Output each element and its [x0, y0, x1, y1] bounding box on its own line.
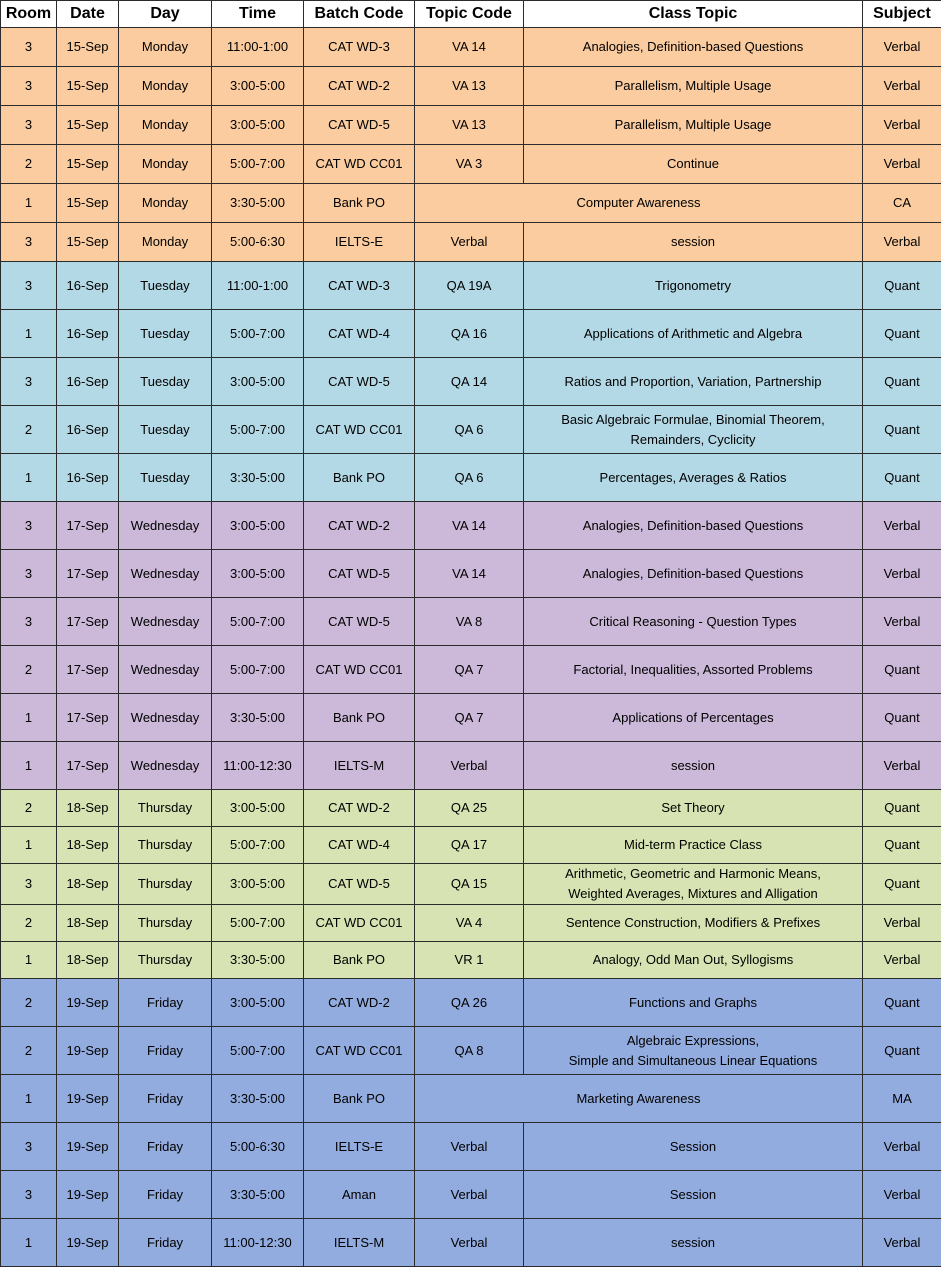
cell-subject: Quant [863, 310, 941, 358]
cell-room: 2 [1, 145, 57, 184]
cell-class-topic: Functions and Graphs [524, 979, 863, 1027]
cell-day: Wednesday [119, 598, 212, 646]
cell-room: 2 [1, 790, 57, 827]
cell-subject: Quant [863, 694, 941, 742]
cell-day: Monday [119, 223, 212, 262]
cell-batch-code: Bank PO [304, 184, 415, 223]
cell-time: 5:00-6:30 [212, 223, 304, 262]
cell-topic-code: Verbal [415, 1123, 524, 1171]
cell-time: 3:00-5:00 [212, 502, 304, 550]
cell-date: 16-Sep [57, 454, 119, 502]
cell-time: 5:00-7:00 [212, 598, 304, 646]
cell-time: 3:30-5:00 [212, 1075, 304, 1123]
cell-class-topic: Percentages, Averages & Ratios [524, 454, 863, 502]
cell-topic-code: QA 7 [415, 694, 524, 742]
cell-date: 18-Sep [57, 864, 119, 905]
cell-class-topic: Algebraic Expressions, Simple and Simultaneous Linear Equations [524, 1027, 863, 1075]
cell-room: 3 [1, 864, 57, 905]
cell-day: Tuesday [119, 262, 212, 310]
cell-room: 1 [1, 454, 57, 502]
cell-topic-code: QA 25 [415, 790, 524, 827]
cell-room: 1 [1, 1219, 57, 1267]
cell-room: 1 [1, 942, 57, 979]
cell-subject: Verbal [863, 942, 941, 979]
cell-room: 2 [1, 406, 57, 454]
cell-batch-code: IELTS-E [304, 1123, 415, 1171]
table-row [1, 406, 941, 454]
cell-date: 16-Sep [57, 358, 119, 406]
cell-topic-code: VA 13 [415, 67, 524, 106]
cell-class-topic: Computer Awareness [415, 184, 863, 223]
cell-time: 3:00-5:00 [212, 358, 304, 406]
cell-batch-code: CAT WD-2 [304, 790, 415, 827]
cell-room: 3 [1, 502, 57, 550]
cell-date: 15-Sep [57, 223, 119, 262]
header-row [1, 1, 941, 28]
cell-room: 1 [1, 310, 57, 358]
cell-date: 16-Sep [57, 262, 119, 310]
cell-batch-code: Bank PO [304, 942, 415, 979]
cell-topic-code: Verbal [415, 1219, 524, 1267]
cell-class-topic: Applications of Arithmetic and Algebra [524, 310, 863, 358]
cell-room: 3 [1, 106, 57, 145]
cell-topic-code: Verbal [415, 223, 524, 262]
table-row [1, 184, 941, 223]
cell-class-topic: Parallelism, Multiple Usage [524, 67, 863, 106]
cell-room: 3 [1, 262, 57, 310]
table-row [1, 145, 941, 184]
cell-topic-code: QA 14 [415, 358, 524, 406]
cell-time: 5:00-7:00 [212, 310, 304, 358]
cell-day: Thursday [119, 905, 212, 942]
cell-day: Tuesday [119, 310, 212, 358]
cell-time: 5:00-7:00 [212, 145, 304, 184]
cell-room: 2 [1, 646, 57, 694]
cell-room: 3 [1, 223, 57, 262]
cell-room: 2 [1, 905, 57, 942]
cell-time: 5:00-7:00 [212, 406, 304, 454]
cell-room: 1 [1, 827, 57, 864]
cell-subject: Verbal [863, 1123, 941, 1171]
cell-time: 3:00-5:00 [212, 864, 304, 905]
cell-topic-code: QA 26 [415, 979, 524, 1027]
cell-date: 17-Sep [57, 598, 119, 646]
cell-class-topic: Session [524, 1123, 863, 1171]
cell-topic-code: QA 6 [415, 406, 524, 454]
cell-time: 5:00-7:00 [212, 905, 304, 942]
cell-date: 15-Sep [57, 28, 119, 67]
cell-day: Wednesday [119, 550, 212, 598]
cell-time: 3:30-5:00 [212, 454, 304, 502]
cell-topic-code: QA 19A [415, 262, 524, 310]
table-row [1, 646, 941, 694]
cell-room: 1 [1, 1075, 57, 1123]
table-row [1, 742, 941, 790]
cell-day: Friday [119, 1171, 212, 1219]
cell-batch-code: CAT WD CC01 [304, 406, 415, 454]
cell-room: 1 [1, 742, 57, 790]
cell-topic-code: VR 1 [415, 942, 524, 979]
cell-date: 18-Sep [57, 790, 119, 827]
cell-topic-code: QA 15 [415, 864, 524, 905]
table-row [1, 223, 941, 262]
cell-day: Monday [119, 67, 212, 106]
cell-time: 11:00-1:00 [212, 262, 304, 310]
cell-day: Tuesday [119, 358, 212, 406]
cell-date: 19-Sep [57, 1123, 119, 1171]
cell-date: 19-Sep [57, 1171, 119, 1219]
cell-date: 19-Sep [57, 1219, 119, 1267]
cell-batch-code: CAT WD CC01 [304, 646, 415, 694]
cell-batch-code: CAT WD-3 [304, 28, 415, 67]
cell-time: 3:30-5:00 [212, 184, 304, 223]
cell-date: 17-Sep [57, 502, 119, 550]
cell-class-topic: Factorial, Inequalities, Assorted Problems [524, 646, 863, 694]
cell-day: Monday [119, 28, 212, 67]
cell-batch-code: CAT WD-2 [304, 979, 415, 1027]
cell-date: 16-Sep [57, 406, 119, 454]
cell-room: 2 [1, 979, 57, 1027]
cell-subject: Quant [863, 646, 941, 694]
cell-subject: Quant [863, 262, 941, 310]
cell-day: Tuesday [119, 454, 212, 502]
header-room: Room [1, 1, 57, 28]
table-row [1, 67, 941, 106]
table-row [1, 905, 941, 942]
header-topic-code: Topic Code [415, 1, 524, 28]
cell-class-topic: Marketing Awareness [415, 1075, 863, 1123]
cell-batch-code: CAT WD-2 [304, 67, 415, 106]
cell-time: 5:00-7:00 [212, 827, 304, 864]
cell-room: 1 [1, 184, 57, 223]
cell-class-topic: Basic Algebraic Formulae, Binomial Theorem, Remainders, Cyclicity [524, 406, 863, 454]
cell-topic-code: QA 17 [415, 827, 524, 864]
cell-time: 3:00-5:00 [212, 106, 304, 145]
cell-batch-code: CAT WD-4 [304, 310, 415, 358]
cell-subject: Verbal [863, 145, 941, 184]
table-row [1, 979, 941, 1027]
cell-date: 15-Sep [57, 67, 119, 106]
cell-subject: Verbal [863, 905, 941, 942]
table-row [1, 694, 941, 742]
cell-class-topic: Set Theory [524, 790, 863, 827]
header-batch-code: Batch Code [304, 1, 415, 28]
cell-batch-code: Bank PO [304, 1075, 415, 1123]
cell-subject: Verbal [863, 550, 941, 598]
cell-room: 3 [1, 1171, 57, 1219]
cell-subject: Quant [863, 864, 941, 905]
cell-time: 5:00-6:30 [212, 1123, 304, 1171]
cell-date: 15-Sep [57, 106, 119, 145]
cell-class-topic: session [524, 742, 863, 790]
cell-day: Friday [119, 1219, 212, 1267]
cell-time: 3:00-5:00 [212, 550, 304, 598]
cell-class-topic: Parallelism, Multiple Usage [524, 106, 863, 145]
table-row [1, 790, 941, 827]
cell-room: 1 [1, 694, 57, 742]
header-day: Day [119, 1, 212, 28]
cell-day: Thursday [119, 942, 212, 979]
cell-room: 3 [1, 358, 57, 406]
cell-room: 3 [1, 28, 57, 67]
cell-topic-code: Verbal [415, 742, 524, 790]
cell-date: 16-Sep [57, 310, 119, 358]
table-row [1, 1075, 941, 1123]
cell-subject: Quant [863, 979, 941, 1027]
cell-day: Wednesday [119, 742, 212, 790]
table-row [1, 1027, 941, 1075]
table-row [1, 550, 941, 598]
cell-batch-code: CAT WD CC01 [304, 145, 415, 184]
cell-batch-code: CAT WD CC01 [304, 1027, 415, 1075]
cell-class-topic: Continue [524, 145, 863, 184]
cell-time: 5:00-7:00 [212, 646, 304, 694]
cell-date: 19-Sep [57, 1075, 119, 1123]
cell-batch-code: CAT WD-5 [304, 550, 415, 598]
cell-class-topic: Applications of Percentages [524, 694, 863, 742]
header-subject: Subject [863, 1, 941, 28]
cell-day: Friday [119, 1075, 212, 1123]
cell-date: 15-Sep [57, 184, 119, 223]
cell-day: Friday [119, 1027, 212, 1075]
cell-class-topic: Analogies, Definition-based Questions [524, 502, 863, 550]
cell-batch-code: CAT WD CC01 [304, 905, 415, 942]
cell-subject: CA [863, 184, 941, 223]
table-row [1, 28, 941, 67]
cell-day: Thursday [119, 827, 212, 864]
cell-time: 3:30-5:00 [212, 1171, 304, 1219]
cell-topic-code: VA 13 [415, 106, 524, 145]
cell-subject: Verbal [863, 502, 941, 550]
cell-room: 2 [1, 1027, 57, 1075]
cell-class-topic: Arithmetic, Geometric and Harmonic Means, Weighted Averages, Mixtures and Alligation [524, 864, 863, 905]
cell-subject: Verbal [863, 67, 941, 106]
cell-batch-code: CAT WD-3 [304, 262, 415, 310]
cell-day: Tuesday [119, 406, 212, 454]
cell-date: 17-Sep [57, 550, 119, 598]
cell-room: 3 [1, 598, 57, 646]
cell-day: Thursday [119, 864, 212, 905]
cell-topic-code: Verbal [415, 1171, 524, 1219]
cell-topic-code: VA 8 [415, 598, 524, 646]
cell-class-topic: Analogy, Odd Man Out, Syllogisms [524, 942, 863, 979]
cell-day: Monday [119, 184, 212, 223]
cell-topic-code: QA 8 [415, 1027, 524, 1075]
cell-class-topic: Trigonometry [524, 262, 863, 310]
cell-topic-code: VA 14 [415, 550, 524, 598]
cell-batch-code: Aman [304, 1171, 415, 1219]
cell-class-topic: Ratios and Proportion, Variation, Partnership [524, 358, 863, 406]
cell-subject: MA [863, 1075, 941, 1123]
cell-day: Monday [119, 145, 212, 184]
cell-batch-code: Bank PO [304, 694, 415, 742]
cell-class-topic: Critical Reasoning - Question Types [524, 598, 863, 646]
cell-batch-code: IELTS-M [304, 1219, 415, 1267]
cell-date: 17-Sep [57, 694, 119, 742]
cell-time: 11:00-12:30 [212, 1219, 304, 1267]
cell-time: 3:30-5:00 [212, 942, 304, 979]
cell-time: 3:00-5:00 [212, 67, 304, 106]
cell-subject: Quant [863, 454, 941, 502]
cell-topic-code: QA 16 [415, 310, 524, 358]
table-row [1, 1219, 941, 1267]
cell-subject: Verbal [863, 598, 941, 646]
cell-class-topic: session [524, 223, 863, 262]
cell-subject: Quant [863, 790, 941, 827]
cell-date: 18-Sep [57, 827, 119, 864]
cell-subject: Verbal [863, 106, 941, 145]
cell-date: 18-Sep [57, 905, 119, 942]
cell-class-topic: Analogies, Definition-based Questions [524, 28, 863, 67]
cell-batch-code: IELTS-E [304, 223, 415, 262]
cell-day: Thursday [119, 790, 212, 827]
table-row [1, 827, 941, 864]
cell-date: 17-Sep [57, 646, 119, 694]
cell-day: Wednesday [119, 694, 212, 742]
cell-batch-code: IELTS-M [304, 742, 415, 790]
cell-class-topic: session [524, 1219, 863, 1267]
cell-batch-code: CAT WD-5 [304, 598, 415, 646]
cell-batch-code: CAT WD-5 [304, 358, 415, 406]
cell-batch-code: CAT WD-5 [304, 864, 415, 905]
cell-room: 3 [1, 1123, 57, 1171]
cell-topic-code: QA 7 [415, 646, 524, 694]
cell-day: Friday [119, 1123, 212, 1171]
cell-time: 3:30-5:00 [212, 694, 304, 742]
table-row [1, 310, 941, 358]
cell-date: 18-Sep [57, 942, 119, 979]
cell-subject: Quant [863, 827, 941, 864]
cell-batch-code: CAT WD-5 [304, 106, 415, 145]
cell-topic-code: QA 6 [415, 454, 524, 502]
cell-day: Wednesday [119, 646, 212, 694]
cell-subject: Verbal [863, 28, 941, 67]
cell-batch-code: CAT WD-2 [304, 502, 415, 550]
cell-room: 3 [1, 67, 57, 106]
cell-date: 17-Sep [57, 742, 119, 790]
cell-batch-code: Bank PO [304, 454, 415, 502]
cell-subject: Verbal [863, 223, 941, 262]
cell-room: 3 [1, 550, 57, 598]
cell-time: 11:00-12:30 [212, 742, 304, 790]
header-time: Time [212, 1, 304, 28]
cell-subject: Verbal [863, 1171, 941, 1219]
cell-day: Monday [119, 106, 212, 145]
cell-class-topic: Analogies, Definition-based Questions [524, 550, 863, 598]
table-row [1, 106, 941, 145]
schedule-body [1, 28, 941, 1267]
table-row [1, 942, 941, 979]
cell-date: 19-Sep [57, 979, 119, 1027]
cell-subject: Verbal [863, 1219, 941, 1267]
header-date: Date [57, 1, 119, 28]
cell-class-topic: Mid-term Practice Class [524, 827, 863, 864]
table-row [1, 454, 941, 502]
cell-time: 5:00-7:00 [212, 1027, 304, 1075]
table-row [1, 864, 941, 905]
cell-day: Friday [119, 979, 212, 1027]
cell-topic-code: VA 14 [415, 28, 524, 67]
cell-class-topic: Sentence Construction, Modifiers & Prefixes [524, 905, 863, 942]
cell-subject: Verbal [863, 742, 941, 790]
cell-time: 3:00-5:00 [212, 979, 304, 1027]
table-row [1, 358, 941, 406]
cell-subject: Quant [863, 358, 941, 406]
cell-date: 19-Sep [57, 1027, 119, 1075]
cell-time: 11:00-1:00 [212, 28, 304, 67]
cell-topic-code: VA 3 [415, 145, 524, 184]
table-row [1, 598, 941, 646]
cell-batch-code: CAT WD-4 [304, 827, 415, 864]
cell-topic-code: VA 4 [415, 905, 524, 942]
cell-subject: Quant [863, 1027, 941, 1075]
table-row [1, 502, 941, 550]
cell-subject: Quant [863, 406, 941, 454]
cell-day: Wednesday [119, 502, 212, 550]
cell-topic-code: VA 14 [415, 502, 524, 550]
cell-class-topic: Session [524, 1171, 863, 1219]
table-row [1, 1171, 941, 1219]
header-class-topic: Class Topic [524, 1, 863, 28]
table-row [1, 262, 941, 310]
table-row [1, 1123, 941, 1171]
cell-time: 3:00-5:00 [212, 790, 304, 827]
cell-date: 15-Sep [57, 145, 119, 184]
